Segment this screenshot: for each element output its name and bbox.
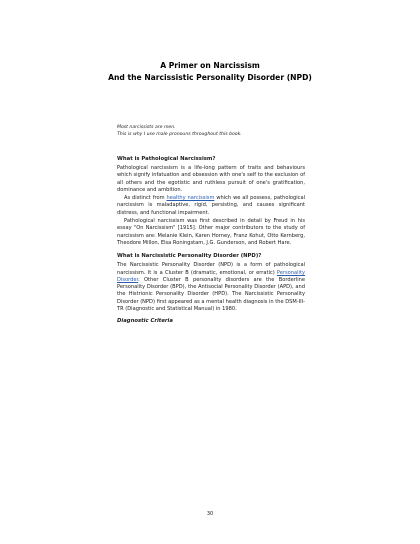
epigraph-line-2: This is why I use male pronouns throughout this book. <box>117 131 242 137</box>
page-title <box>0 60 420 84</box>
title-line-2: And the Narcissistic Personality Disorder (NPD) <box>108 73 312 82</box>
paragraph-definition: Pathological narcissism is a life-long pattern of traits and behaviours which signify infatuation and obsession with one's self to the exclusion of all others and the egotistic and ruthless pursuit of one's gratification, dominance and ambition. <box>117 165 305 193</box>
paragraph-history: Pathological narcissism was first described in detail by Freud in his essay "On Narcissism" [1915]. Other major contributors to the study of narcissism are: Melanie Klein, Karen Horney, Franz Kohut, Otto Kernberg, Theodore Millon, Elsa Roningstam, J.G. Gunderson, and Robert Hare. <box>117 218 305 246</box>
epigraph-line-1: Most narcissists are men. <box>117 125 176 130</box>
paragraph-text-before-link: As distinct from <box>124 195 167 202</box>
paragraph-text-after-link: which we all possess, pathological narcissism is maladaptive, rigid, persisting, and causes significant distress, and functional impairment. <box>117 195 305 216</box>
paragraph-healthy-narcissism <box>117 195 305 217</box>
section-heading-pathological-narcissism: What is Pathological Narcissism? <box>117 156 216 162</box>
section-heading-npd: What is Narcissistic Personality Disorder (NPD)? <box>117 253 262 260</box>
body-content <box>117 155 305 325</box>
epigraph <box>117 125 317 138</box>
paragraph-npd-definition <box>117 262 305 313</box>
section-heading-diagnostic-criteria: Diagnostic Criteria <box>117 318 173 325</box>
personality-disorder-link[interactable]: Personality Disorder <box>117 269 305 283</box>
healthy-narcissism-link[interactable]: healthy narcissism <box>166 195 215 202</box>
title-line-1: A Primer on Narcissism <box>160 61 260 70</box>
paragraph-text-after-link: . Other Cluster B personality disorders are the Borderline Personality Disorder (BPD), the Antisocial Personality Disorder (APD), and the Histrionic Personality Disorder (HPD). The Narcissistic Personality Disorder (NPD) first appeared as a mental health diagnosis in the DSM-III-TR (Diagnostic and Statistical Manual) in 1980. <box>117 276 305 313</box>
page-number: 30 <box>206 511 214 517</box>
paragraph-text-before-link: The Narcissistic Personality Disorder (NPD) is a form of pathological narcissism. It is a Cluster B (dramatic, emotional, or erratic) <box>117 262 305 276</box>
